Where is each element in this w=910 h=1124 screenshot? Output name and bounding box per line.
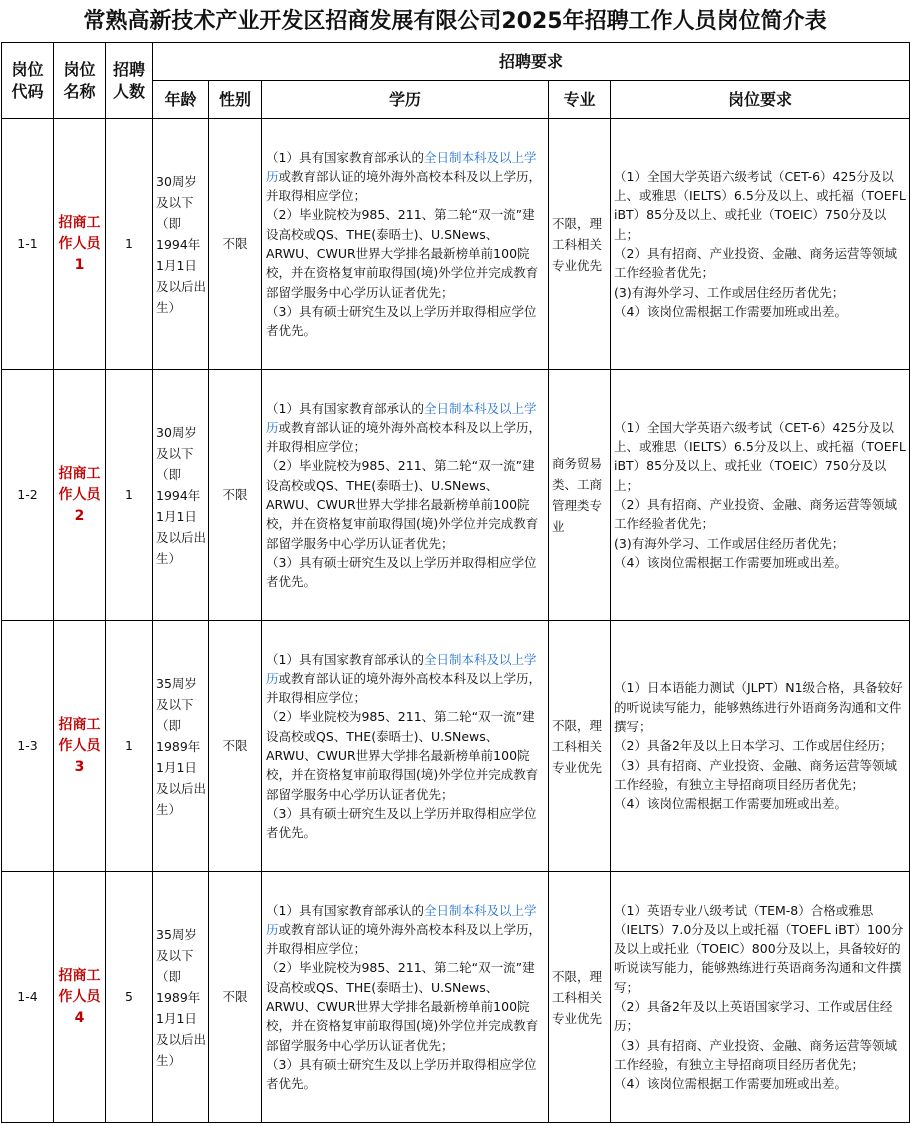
header-major: 专业 xyxy=(549,81,611,119)
education-item-3: （3）具有硕士研究生及以上学历并取得相应学位者优先。 xyxy=(266,554,537,590)
requirement-item: （2）具有招商、产业投资、金融、商务运营等领域工作经验者优先； xyxy=(614,246,897,281)
header-education: 学历 xyxy=(262,81,549,119)
table-row xyxy=(2,621,910,872)
requirement-item: （2）具备2年及以上日本学习、工作或居住经历； xyxy=(614,738,893,754)
gender-requirement: 不限 xyxy=(209,370,262,621)
requirement-item: （1）全国大学英语六级考试（CET-6）425分及以上、或雅思（IELTS）6.5分及以上、或托福（TOEFL iBT）85分及以上、或托业（TOEIC）750分及以上； xyxy=(614,168,906,242)
education-requirement xyxy=(262,370,549,621)
requirement-item: （4）该岗位需根据工作需要加班或出差。 xyxy=(614,1076,847,1092)
education-item-2: （2）毕业院校为985、211、第二轮“双一流”建设高校或QS、THE(泰晤士)、U.SNews、ARWU、CWUR世界大学排名最新榜单前100院校，并在资格复审前取得国(境)外学位并完成教育部留学服务中心学历认证者优先； xyxy=(266,207,539,300)
table-body xyxy=(2,119,910,1123)
gender-requirement: 不限 xyxy=(209,621,262,872)
education-item-1: （1）具有国家教育部承认的全日制本科及以上学历或教育部认证的境外海外高校本科及以上学历，并取得相应学位； xyxy=(266,651,542,706)
education-item-3: （3）具有硕士研究生及以上学历并取得相应学位者优先。 xyxy=(266,1056,537,1092)
education-item-1: （1）具有国家教育部承认的全日制本科及以上学历或教育部认证的境外海外高校本科及以上学历，并取得相应学位； xyxy=(266,400,542,455)
education-requirement xyxy=(262,872,549,1123)
position-name: 招商工作人员4 xyxy=(54,872,106,1123)
hiring-count: 1 xyxy=(106,119,153,370)
age-requirement: 35周岁及以下（即1989年1月1日及以后出生） xyxy=(153,872,209,1123)
table-row xyxy=(2,119,910,370)
page-title: 常熟高新技术产业开发区招商发展有限公司2025年招聘工作人员岗位简介表 xyxy=(83,9,827,34)
gender-requirement: 不限 xyxy=(209,119,262,370)
requirement-item: （4）该岗位需根据工作需要加班或出差。 xyxy=(614,554,847,570)
highlight-fulltime-degree: 全日制本科及以上学历 xyxy=(266,149,537,184)
post-requirements xyxy=(611,621,910,872)
position-name: 招商工作人员2 xyxy=(54,370,106,621)
education-requirement xyxy=(262,621,549,872)
requirement-item: （2）具备2年及以上英语国家学习、工作或居住经历； xyxy=(614,999,893,1034)
major-requirement: 不限，理工科相关专业优先 xyxy=(549,621,611,872)
education-requirement xyxy=(262,119,549,370)
education-item-2: （2）毕业院校为985、211、第二轮“双一流”建设高校或QS、THE(泰晤士)、U.SNews、ARWU、CWUR世界大学排名最新榜单前100院校，并在资格复审前取得国(境)外学位并完成教育部留学服务中心学历认证者优先； xyxy=(266,960,539,1053)
header-count: 招聘人数 xyxy=(106,43,153,119)
job-table xyxy=(1,42,910,1123)
requirement-item: （1）英语专业八级考试（TEM-8）合格或雅思（IELTS）7.0分及以上或托福（TOEFL iBT）100分及以上或托业（TOEIC）800分及以上，具备较好的听说读写能力，能够熟练进行英语商务沟通和文件撰写； xyxy=(614,902,904,995)
education-item-3: （3）具有硕士研究生及以上学历并取得相应学位者优先。 xyxy=(266,805,537,841)
education-item-2: （2）毕业院校为985、211、第二轮“双一流”建设高校或QS、THE(泰晤士)、U.SNews、ARWU、CWUR世界大学排名最新榜单前100院校，并在资格复审前取得国(境)外学位并完成教育部留学服务中心学历认证者优先； xyxy=(266,709,539,802)
requirement-item: (3)有海外学习、工作或居住经历者优先； xyxy=(614,535,845,551)
education-item-1: （1）具有国家教育部承认的全日制本科及以上学历或教育部认证的境外海外高校本科及以上学历，并取得相应学位； xyxy=(266,902,542,957)
major-requirement: 不限，理工科相关专业优先 xyxy=(549,119,611,370)
position-name: 招商工作人员3 xyxy=(54,621,106,872)
age-requirement: 35周岁及以下（即1989年1月1日及以后出生） xyxy=(153,621,209,872)
post-requirements xyxy=(611,872,910,1123)
position-code: 1-3 xyxy=(2,621,54,872)
header-post-req: 岗位要求 xyxy=(611,81,910,119)
hiring-count: 1 xyxy=(106,370,153,621)
age-requirement: 30周岁及以下（即1994年1月1日及以后出生） xyxy=(153,370,209,621)
header-gender: 性别 xyxy=(209,81,262,119)
table-row xyxy=(2,370,910,621)
position-code: 1-1 xyxy=(2,119,54,370)
position-name: 招商工作人员1 xyxy=(54,119,106,370)
header-name: 岗位名称 xyxy=(54,43,106,119)
header-age: 年龄 xyxy=(153,81,209,119)
post-requirements xyxy=(611,119,910,370)
highlight-fulltime-degree: 全日制本科及以上学历 xyxy=(266,651,537,686)
major-requirement: 不限，理工科相关专业优先 xyxy=(549,872,611,1123)
age-requirement: 30周岁及以下（即1994年1月1日及以后出生） xyxy=(153,119,209,370)
gender-requirement: 不限 xyxy=(209,872,262,1123)
major-requirement: 商务贸易类、工商管理类专业 xyxy=(549,370,611,621)
requirement-item: （1）日本语能力测试（JLPT）N1级合格，具备较好的听说读写能力，能够熟练进行外语商务沟通和文件撰写； xyxy=(614,680,903,735)
table-row xyxy=(2,872,910,1123)
requirement-item: （3）具有招商、产业投资、金融、商务运营等领域工作经验，有独立主导招商项目经历者优先； xyxy=(614,757,897,792)
header-code: 岗位代码 xyxy=(2,43,54,119)
education-item-2: （2）毕业院校为985、211、第二轮“双一流”建设高校或QS、THE(泰晤士)、U.SNews、ARWU、CWUR世界大学排名最新榜单前100院校，并在资格复审前取得国(境)外学位并完成教育部留学服务中心学历认证者优先； xyxy=(266,458,539,551)
requirement-item: (3)有海外学习、工作或居住经历者优先； xyxy=(614,284,845,300)
requirement-item: （2）具有招商、产业投资、金融、商务运营等领域工作经验者优先； xyxy=(614,497,897,532)
hiring-count: 1 xyxy=(106,621,153,872)
requirement-item: （3）具有招商、产业投资、金融、商务运营等领域工作经验，有独立主导招商项目经历者优先； xyxy=(614,1037,897,1072)
requirement-item: （1）全国大学英语六级考试（CET-6）425分及以上、或雅思（IELTS）6.5分及以上、或托福（TOEFL iBT）85分及以上、或托业（TOEIC）750分及以上； xyxy=(614,419,906,493)
highlight-fulltime-degree: 全日制本科及以上学历 xyxy=(266,400,537,435)
position-code: 1-4 xyxy=(2,872,54,1123)
highlight-fulltime-degree: 全日制本科及以上学历 xyxy=(266,902,537,937)
post-requirements xyxy=(611,370,910,621)
requirement-item: （4）该岗位需根据工作需要加班或出差。 xyxy=(614,303,847,319)
position-code: 1-2 xyxy=(2,370,54,621)
education-item-1: （1）具有国家教育部承认的全日制本科及以上学历或教育部认证的境外海外高校本科及以上学历，并取得相应学位； xyxy=(266,149,542,204)
requirement-item: （4）该岗位需根据工作需要加班或出差。 xyxy=(614,796,847,812)
education-item-3: （3）具有硕士研究生及以上学历并取得相应学位者优先。 xyxy=(266,303,537,339)
hiring-count: 5 xyxy=(106,872,153,1123)
header-requirements-group: 招聘要求 xyxy=(153,43,910,81)
